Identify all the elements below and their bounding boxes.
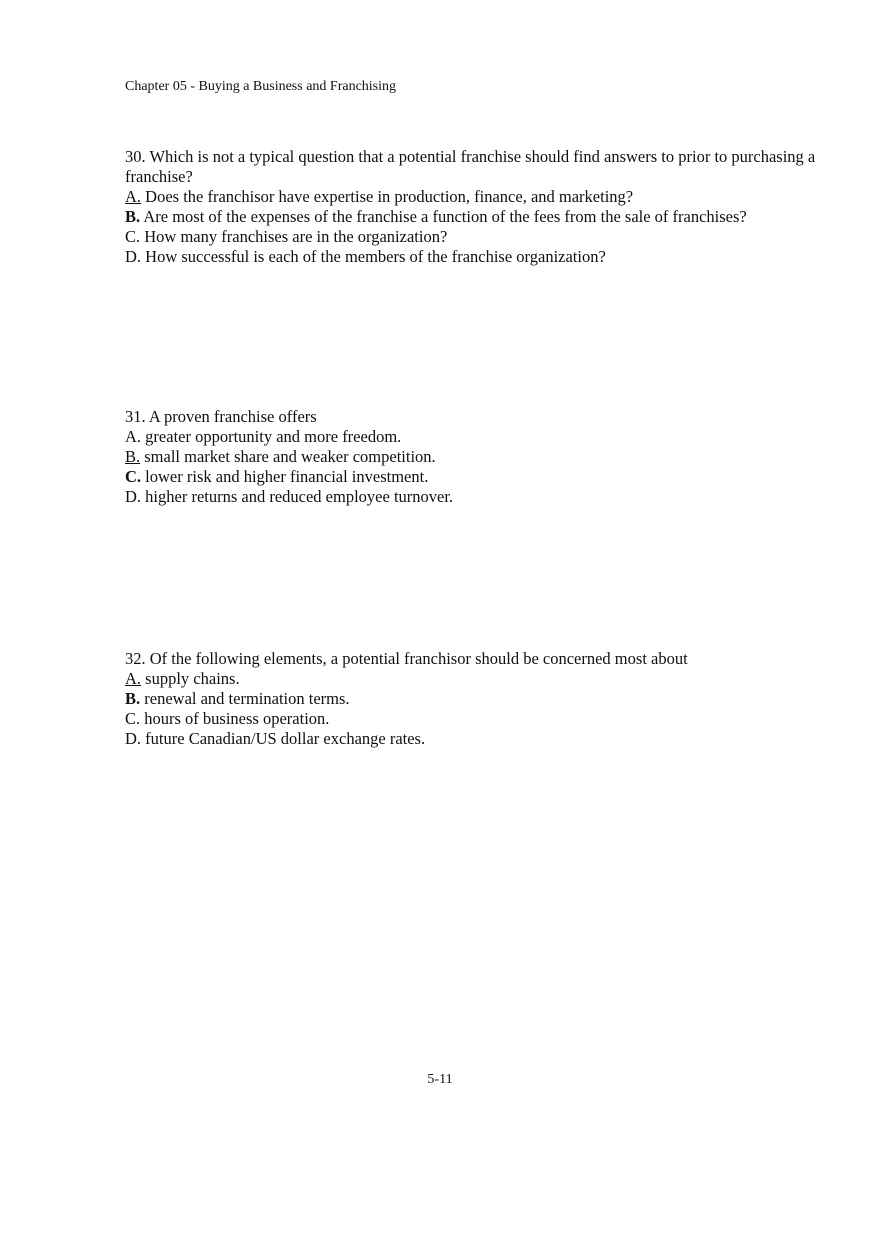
option-letter: A. — [125, 669, 142, 688]
question-text — [125, 649, 825, 669]
option-letter: B. — [125, 207, 141, 226]
option-text: hours of business operation. — [144, 709, 330, 728]
question-31 — [125, 407, 825, 507]
option-text: supply chains. — [145, 669, 240, 688]
question-stem: Of the following elements, a potential franchisor should be concerned most about — [149, 649, 688, 668]
option-letter: A. — [125, 427, 142, 446]
option-text: renewal and termination terms. — [144, 689, 350, 708]
option-text: higher returns and reduced employee turnover. — [145, 487, 454, 506]
option-b — [125, 207, 825, 227]
option-letter: D. — [125, 487, 142, 506]
option-c — [125, 227, 825, 247]
question-number: 31. — [125, 407, 146, 426]
option-letter: D. — [125, 247, 142, 266]
option-d — [125, 729, 825, 749]
option-text: lower risk and higher financial investment. — [145, 467, 429, 486]
question-number: 30. — [125, 147, 146, 166]
question-stem: A proven franchise offers — [148, 407, 317, 426]
question-30 — [125, 147, 825, 267]
option-letter: D. — [125, 729, 142, 748]
question-text — [125, 407, 825, 427]
option-text: How many franchises are in the organization? — [144, 227, 448, 246]
page-number: 5-11 — [427, 1072, 453, 1087]
option-letter: C. — [125, 467, 142, 486]
option-text: greater opportunity and more freedom. — [145, 427, 402, 446]
option-text: small market share and weaker competition. — [144, 447, 436, 466]
option-text: Does the franchisor have expertise in production, finance, and marketing? — [145, 187, 634, 206]
option-letter: C. — [125, 227, 141, 246]
option-letter: A. — [125, 187, 142, 206]
option-letter: B. — [125, 447, 141, 466]
option-text: Are most of the expenses of the franchise a function of the fees from the sale of franchises? — [143, 207, 747, 226]
option-letter: B. — [125, 689, 141, 708]
question-number: 32. — [125, 649, 146, 668]
option-d — [125, 247, 825, 267]
option-letter: C. — [125, 709, 141, 728]
option-a — [125, 427, 825, 447]
option-b — [125, 447, 825, 467]
option-text: How successful is each of the members of the franchise organization? — [145, 247, 606, 266]
option-a — [125, 669, 825, 689]
option-text: future Canadian/US dollar exchange rates. — [145, 729, 426, 748]
option-a — [125, 187, 825, 207]
option-c — [125, 467, 825, 487]
question-32 — [125, 649, 825, 749]
question-text — [125, 147, 825, 187]
chapter-header: Chapter 05 - Buying a Business and Franchising — [125, 79, 397, 94]
question-stem: Which is not a typical question that a potential franchise should find answers to prior to purchasing a franchise? — [125, 147, 816, 186]
option-b — [125, 689, 825, 709]
option-d — [125, 487, 825, 507]
option-c — [125, 709, 825, 729]
